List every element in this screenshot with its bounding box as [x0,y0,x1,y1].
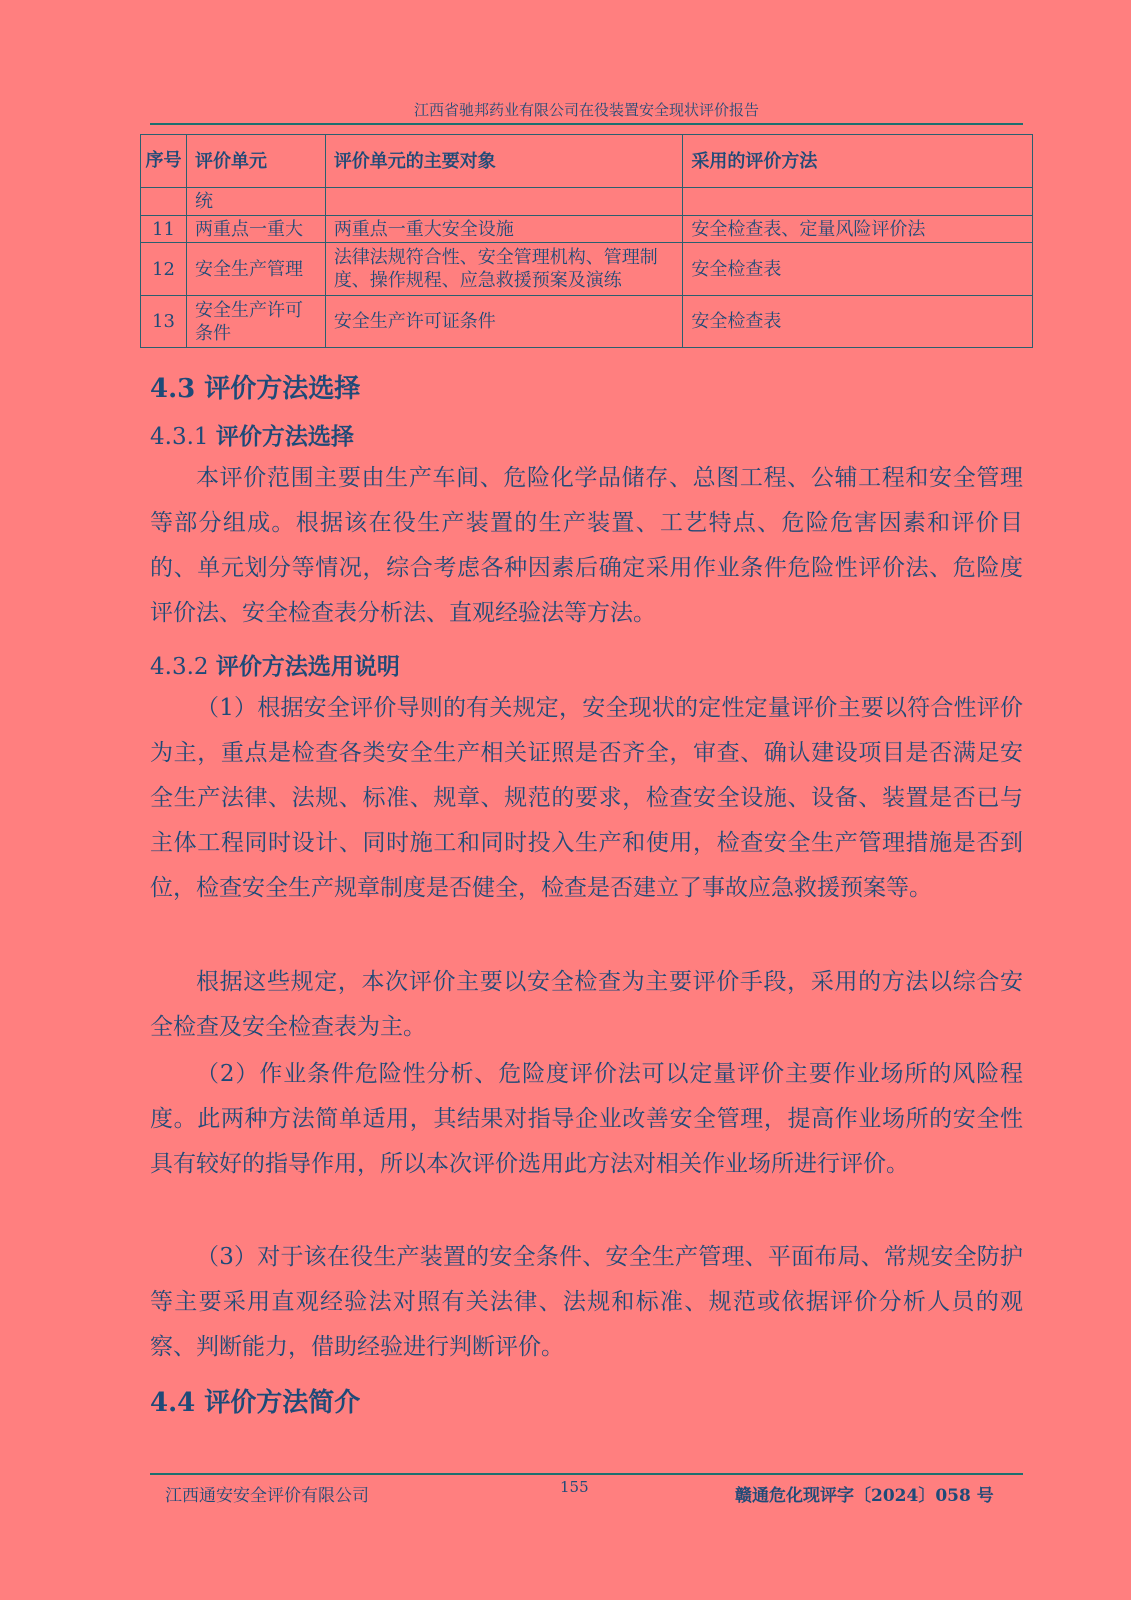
paragraph-method-2: （2）作业条件危险性分析、危险度评价法可以定量评价主要作业场所的风险程度。此两种方法简单适用，其结果对指导企业改善安全管理，提高作业场所的安全性具有较好的指导作用，所以本次评价选用此方法对相关作业场所进行评价。 [150,1061,1023,1177]
cell-method: 安全检查表、定量风险评价法 [683,216,1033,243]
subsection-number: 4.3.1 [150,424,209,450]
paragraph-method-1: （1）根据安全评价导则的有关规定，安全现状的定性定量评价主要以符合性评价为主，重点是检查各类安全生产相关证照是否齐全，审查、确认建设项目是否满足安全生产法律、法规、标准、规章、规范的要求，检查安全设施、设备、装置是否已与主体工程同时设计、同时施工和同时投入生产和使用，检查安全生产管理措施是否到位，检查安全生产规章制度是否健全，检查是否建立了事故应急救援预案等。 [150,695,1023,901]
evaluation-unit-table [140,134,1033,348]
footer-rule [150,1473,1023,1475]
footer-document-number: 赣通危化现评字〔2024〕058 号 [735,1486,994,1506]
col-header-unit: 评价单元 [186,135,325,188]
table-row [141,216,1033,243]
cell-method: 安全检查表 [683,296,1033,348]
col-header-object: 评价单元的主要对象 [325,135,683,188]
paragraph-method-basis: 根据这些规定，本次评价主要以安全检查为主要评价手段，采用的方法以综合安全检查及安全检查表为主。 [150,969,1023,1040]
page-number: 155 [560,1478,589,1496]
cell-object: 法律法规符合性、安全管理机构、管理制度、操作规程、应急救援预案及演练 [325,243,683,296]
cell-unit: 安全生产管理 [186,243,325,296]
subsection-title: 评价方法选择 [215,423,354,450]
table-row [141,296,1033,348]
col-header-method: 采用的评价方法 [683,135,1033,188]
cell-method [683,188,1033,216]
subsection-title: 评价方法选用说明 [215,653,400,680]
running-header: 江西省驰邦药业有限公司在役装置安全现状评价报告 [413,101,759,119]
cell-object: 安全生产许可证条件 [325,296,683,348]
cell-method: 安全检查表 [683,243,1033,296]
cell-seq: 13 [141,296,187,348]
header-rule [150,123,1023,125]
subsection-heading-4-3-2 [150,648,400,681]
subsection-number: 4.3.2 [150,654,209,680]
paragraph-scope: 本评价范围主要由生产车间、危险化学品储存、总图工程、公辅工程和安全管理等部分组成。根据该在役生产装置的生产装置、工艺特点、危险危害因素和评价目的、单元划分等情况，综合考虑各种因素后确定采用作业条件危险性评价法、危险度评价法、安全检查表分析法、直观经验法等方法。 [150,465,1023,626]
section-heading-4-3: 4.3 评价方法选择 [150,374,361,404]
footer-company: 江西通安安全评价有限公司 [165,1486,369,1506]
cell-unit: 统 [186,188,325,216]
table-row [141,243,1033,296]
cell-object: 两重点一重大安全设施 [325,216,683,243]
table-row [141,188,1033,216]
table-header-row [141,135,1033,188]
subsection-heading-4-3-1 [150,418,354,451]
cell-seq [141,188,187,216]
section-heading-4-4: 4.4 评价方法简介 [150,1388,361,1418]
cell-seq: 12 [141,243,187,296]
cell-unit: 两重点一重大 [186,216,325,243]
cell-seq: 11 [141,216,187,243]
cell-unit: 安全生产许可条件 [186,296,325,348]
col-header-seq: 序号 [141,135,187,188]
paragraph-method-3: （3）对于该在役生产装置的安全条件、安全生产管理、平面布局、常规安全防护等主要采用直观经验法对照有关法律、法规和标准、规范或依据评价分析人员的观察、判断能力，借助经验进行判断评价。 [150,1244,1023,1360]
cell-object [325,188,683,216]
